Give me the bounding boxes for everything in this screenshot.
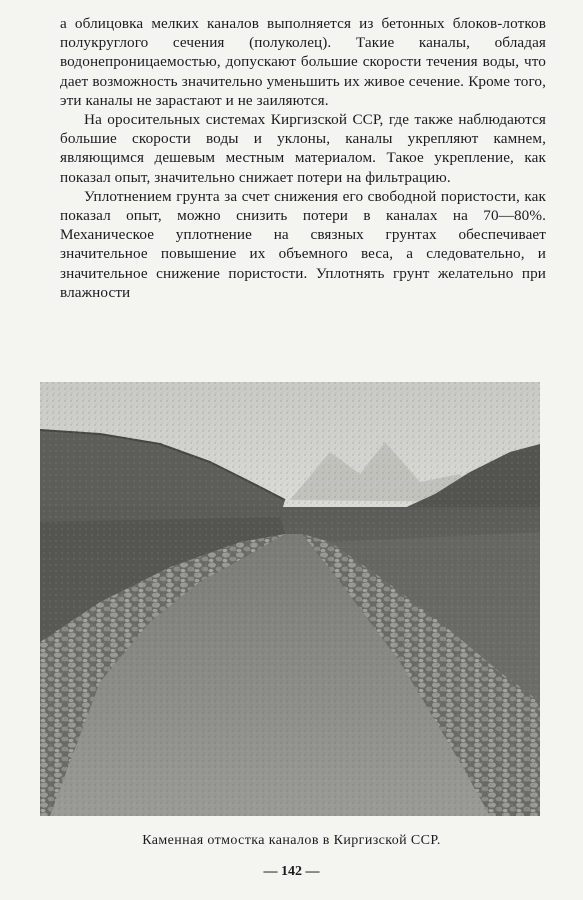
paragraph-continued: а облицовка мелких каналов выполняется из бетонных блоков-лотков полукруглого сечения (полуколец). Такие каналы, обладая водонепроницаемостью, допускают большие скорости течения воды, что дает возможность значительно уменьшить их живое сечение. Кроме того, эти каналы не зарастают и не заиляются.: [60, 15, 546, 109]
canal-photograph: [40, 382, 540, 816]
page-number: — 142 —: [263, 864, 320, 879]
figure-caption: Каменная отмостка каналов в Киргизской ССР.: [142, 833, 441, 848]
paragraph: На оросительных системах Киргизской ССР, где также наблюдаются большие скорости воды и уклоны, каналы укрепляют камнем, являющимся дешевым местным материалом. Такое укрепление, как показал опыт, значительно снижает потери на фильтрацию.: [60, 111, 546, 186]
body-text: [60, 14, 546, 302]
paragraph: Уплотнением грунта за счет снижения его свободной пористости, как показал опыт, можно снизить потери в каналах на 70—80%. Механическое уплотнение на связных грунтах обеспечивает значительное повышение их объемного веса, а следовательно, и значительное снижение пористости. Уплотнять грунт желательно при влажности: [60, 187, 546, 301]
